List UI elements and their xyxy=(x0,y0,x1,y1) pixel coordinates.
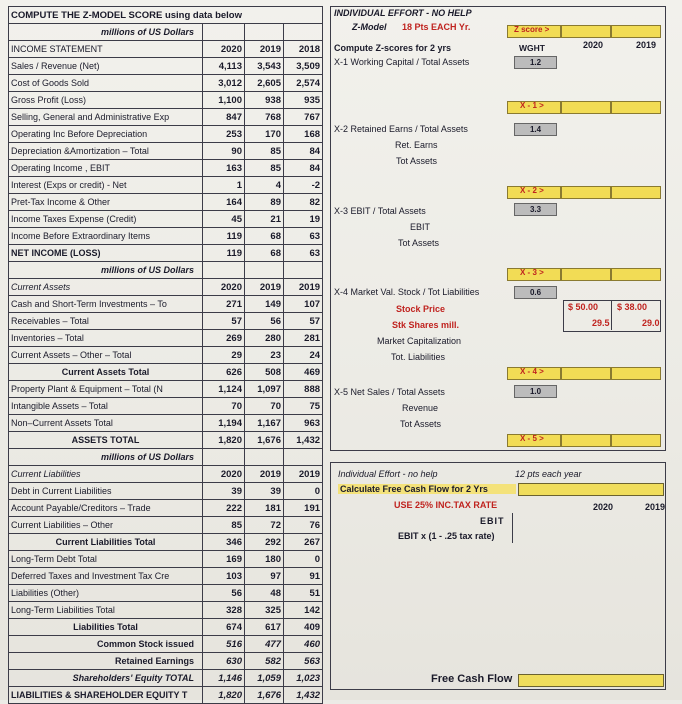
income-row-3 xyxy=(9,109,323,126)
income-label-3: Selling, General and Administrative Exp xyxy=(9,109,203,126)
income-value-2-2: 935 xyxy=(284,92,323,109)
liabilities-value-10-2: 563 xyxy=(284,653,323,670)
income-row-11 xyxy=(9,245,323,262)
x1-2020-cell[interactable] xyxy=(561,101,611,114)
income-value-6-1: 85 xyxy=(245,160,284,177)
financial-data-table xyxy=(8,6,323,704)
income-label-0: Sales / Revenue (Net) xyxy=(9,58,203,75)
liabilities-value-7-2: 142 xyxy=(284,602,323,619)
assets-value-4-2: 469 xyxy=(284,364,323,381)
assets-units-blank-1 xyxy=(203,262,245,279)
liabilities-year-0: 2020 xyxy=(203,466,245,483)
income-value-4-0: 253 xyxy=(203,126,245,143)
liabilities-label-10: Retained Earnings xyxy=(9,653,203,670)
liabilities-row-5 xyxy=(9,568,323,585)
income-value-11-2: 63 xyxy=(284,245,323,262)
x4-market-cap-label: Market Capitalization xyxy=(377,336,462,346)
year-2019-label: 2019 xyxy=(636,40,657,50)
assets-header-label: Current Assets xyxy=(9,279,203,296)
compute-instruction: Compute Z-scores for 2 yrs xyxy=(334,43,452,53)
assets-row-7 xyxy=(9,415,323,432)
liabilities-value-1-0: 222 xyxy=(203,500,245,517)
liabilities-year-1: 2019 xyxy=(245,466,284,483)
income-value-8-2: 82 xyxy=(284,194,323,211)
x4-2019-cell[interactable] xyxy=(611,367,661,380)
income-label-10: Income Before Extraordinary Items xyxy=(9,228,203,245)
table-title: COMPUTE THE Z-MODEL SCORE using data below xyxy=(9,7,323,24)
assets-value-1-2: 57 xyxy=(284,313,323,330)
income-value-7-1: 4 xyxy=(245,177,284,194)
liabilities-value-7-1: 325 xyxy=(245,602,284,619)
assets-row-5 xyxy=(9,381,323,398)
assets-value-2-2: 281 xyxy=(284,330,323,347)
liabilities-units-blank-3 xyxy=(284,449,323,466)
liabilities-value-12-1: 1,676 xyxy=(245,687,284,704)
income-units-blank-2 xyxy=(245,24,284,41)
stock-price-2020: $ 50.00 xyxy=(568,302,599,312)
x2-2020-cell[interactable] xyxy=(561,186,611,199)
income-year-1: 2019 xyxy=(245,41,284,58)
assets-value-6-2: 75 xyxy=(284,398,323,415)
zscore-2019-header xyxy=(611,25,661,38)
income-value-2-1: 938 xyxy=(245,92,284,109)
fcf-result-label: Free Cash Flow xyxy=(431,673,513,685)
assets-value-8-2: 1,432 xyxy=(284,432,323,449)
assets-units-row xyxy=(9,262,323,279)
assets-value-3-2: 24 xyxy=(284,347,323,364)
assets-value-2-0: 269 xyxy=(203,330,245,347)
assets-label-4: Current Assets Total xyxy=(9,364,203,381)
assets-year-1: 2019 xyxy=(245,279,284,296)
income-label-6: Operating Income , EBIT xyxy=(9,160,203,177)
assets-value-5-2: 888 xyxy=(284,381,323,398)
effort-title: INDIVIDUAL EFFORT - NO HELP xyxy=(334,8,472,18)
income-units-blank-1 xyxy=(203,24,245,41)
table-title-row xyxy=(9,7,323,24)
liabilities-value-6-2: 51 xyxy=(284,585,323,602)
x5-marker: X - 5 > xyxy=(520,434,544,443)
assets-label-5: Property Plant & Equipment – Total (N xyxy=(9,381,203,398)
liabilities-label-6: Liabilities (Other) xyxy=(9,585,203,602)
fcf-effort: Individual Effort - no help xyxy=(338,469,438,479)
assets-row-8 xyxy=(9,432,323,449)
stock-grid xyxy=(563,300,661,332)
liabilities-row-4 xyxy=(9,551,323,568)
liabilities-header-row xyxy=(9,466,323,483)
assets-value-7-0: 1,194 xyxy=(203,415,245,432)
income-row-7 xyxy=(9,177,323,194)
x5-2019-cell[interactable] xyxy=(611,434,661,447)
liabilities-value-11-1: 1,059 xyxy=(245,670,284,687)
assets-value-3-1: 23 xyxy=(245,347,284,364)
fcf-tax-rate: USE 25% INC.TAX RATE xyxy=(394,500,498,510)
income-value-1-1: 2,605 xyxy=(245,75,284,92)
assets-value-0-0: 271 xyxy=(203,296,245,313)
income-value-9-2: 19 xyxy=(284,211,323,228)
x5-description: X-5 Net Sales / Total Assets xyxy=(334,387,445,397)
income-row-5 xyxy=(9,143,323,160)
x5-denominator: Tot Assets xyxy=(400,419,442,429)
income-value-8-1: 89 xyxy=(245,194,284,211)
stock-price-2019: $ 38.00 xyxy=(617,302,648,312)
liabilities-label-5: Deferred Taxes and Investment Tax Cre xyxy=(9,568,203,585)
fcf-points: 12 pts each year xyxy=(515,469,582,479)
fcf-formula: EBIT x (1 - .25 tax rate) xyxy=(398,531,495,541)
x3-description: X-3 EBIT / Total Assets xyxy=(334,206,426,216)
liabilities-value-6-1: 48 xyxy=(245,585,284,602)
income-value-1-2: 2,574 xyxy=(284,75,323,92)
liabilities-value-0-2: 0 xyxy=(284,483,323,500)
liabilities-value-7-0: 328 xyxy=(203,602,245,619)
assets-row-1 xyxy=(9,313,323,330)
income-value-0-2: 3,509 xyxy=(284,58,323,75)
assets-value-3-0: 29 xyxy=(203,347,245,364)
liabilities-value-9-2: 460 xyxy=(284,636,323,653)
liabilities-value-8-2: 409 xyxy=(284,619,323,636)
income-row-0 xyxy=(9,58,323,75)
liabilities-value-3-2: 267 xyxy=(284,534,323,551)
liabilities-label-11: Shareholders' Equity TOTAL xyxy=(9,670,203,687)
income-value-11-0: 119 xyxy=(203,245,245,262)
income-value-7-0: 1 xyxy=(203,177,245,194)
assets-value-0-1: 149 xyxy=(245,296,284,313)
assets-header-row xyxy=(9,279,323,296)
x4-weight: 0.6 xyxy=(514,286,557,299)
income-value-6-2: 84 xyxy=(284,160,323,177)
assets-row-3 xyxy=(9,347,323,364)
x4-tot-liabilities-label: Tot. Liabilities xyxy=(391,352,446,362)
liabilities-header-label: Current Liabilities xyxy=(9,466,203,483)
x4-marker: X - 4 > xyxy=(520,367,544,376)
liabilities-row-11 xyxy=(9,670,323,687)
assets-value-7-1: 1,167 xyxy=(245,415,284,432)
liabilities-value-5-1: 97 xyxy=(245,568,284,585)
fcf-year-2020: 2020 xyxy=(593,502,614,512)
fcf-formula-box xyxy=(512,513,663,543)
liabilities-label-1: Account Payable/Creditors – Trade xyxy=(9,500,203,517)
liabilities-row-9 xyxy=(9,636,323,653)
fcf-ebit: EBIT xyxy=(480,516,505,526)
x1-2019-cell[interactable] xyxy=(611,101,661,114)
liabilities-row-10 xyxy=(9,653,323,670)
income-value-10-0: 119 xyxy=(203,228,245,245)
assets-value-2-1: 280 xyxy=(245,330,284,347)
liabilities-value-2-2: 76 xyxy=(284,517,323,534)
income-value-3-0: 847 xyxy=(203,109,245,126)
liabilities-row-6 xyxy=(9,585,323,602)
x4-stock-price-label: Stock Price xyxy=(396,304,446,314)
income-units-blank-3 xyxy=(284,24,323,41)
income-value-6-0: 163 xyxy=(203,160,245,177)
assets-units-blank-2 xyxy=(245,262,284,279)
assets-row-0 xyxy=(9,296,323,313)
x2-marker: X - 2 > xyxy=(520,186,544,195)
income-value-4-2: 168 xyxy=(284,126,323,143)
liabilities-value-5-2: 91 xyxy=(284,568,323,585)
assets-label-3: Current Assets – Other – Total xyxy=(9,347,203,364)
assets-value-4-1: 508 xyxy=(245,364,284,381)
assets-label-7: Non–Current Assets Total xyxy=(9,415,203,432)
liabilities-value-11-0: 1,146 xyxy=(203,670,245,687)
liabilities-units-blank-2 xyxy=(245,449,284,466)
x4-shares-label: Stk Shares mill. xyxy=(392,320,460,330)
income-label-11: NET INCOME (LOSS) xyxy=(9,245,203,262)
x2-2019-cell[interactable] xyxy=(611,186,661,199)
liabilities-label-8: Liabilities Total xyxy=(9,619,203,636)
income-units-label: millions of US Dollars xyxy=(9,24,203,41)
income-row-8 xyxy=(9,194,323,211)
income-value-10-1: 68 xyxy=(245,228,284,245)
liabilities-row-8 xyxy=(9,619,323,636)
liabilities-value-4-0: 169 xyxy=(203,551,245,568)
x2-description: X-2 Retained Earns / Total Assets xyxy=(334,124,468,134)
income-label-8: Pret-Tax Income & Other xyxy=(9,194,203,211)
liabilities-value-2-1: 72 xyxy=(245,517,284,534)
wght-label: WGHT xyxy=(519,43,545,53)
fcf-year-2019: 2019 xyxy=(645,502,666,512)
x5-numerator: Revenue xyxy=(402,403,439,413)
x1-marker: X - 1 > xyxy=(520,101,544,110)
fcf-result-bar[interactable] xyxy=(518,674,664,687)
x4-2020-cell[interactable] xyxy=(561,367,611,380)
shares-2019: 29.0 xyxy=(642,318,660,328)
income-value-5-1: 85 xyxy=(245,143,284,160)
liabilities-value-8-1: 617 xyxy=(245,619,284,636)
points-label: 18 Pts EACH Yr. xyxy=(402,22,471,32)
assets-row-2 xyxy=(9,330,323,347)
shares-2020: 29.5 xyxy=(592,318,610,328)
income-label-4: Operating Inc Before Depreciation xyxy=(9,126,203,143)
assets-label-8: ASSETS TOTAL xyxy=(9,432,203,449)
liabilities-value-8-0: 674 xyxy=(203,619,245,636)
income-row-2 xyxy=(9,92,323,109)
fcf-section xyxy=(330,462,666,690)
zscore-label: Z score > xyxy=(514,25,550,34)
liabilities-value-3-0: 346 xyxy=(203,534,245,551)
income-row-9 xyxy=(9,211,323,228)
assets-value-5-1: 1,097 xyxy=(245,381,284,398)
stock-grid-divider xyxy=(611,300,612,330)
liabilities-row-1 xyxy=(9,500,323,517)
liabilities-label-9: Common Stock issued xyxy=(9,636,203,653)
x3-denominator: Tot Assets xyxy=(398,238,440,248)
income-label-7: Interest (Exps or credit) - Net xyxy=(9,177,203,194)
liabilities-units-label: millions of US Dollars xyxy=(9,449,203,466)
assets-label-2: Inventories – Total xyxy=(9,330,203,347)
assets-value-4-0: 626 xyxy=(203,364,245,381)
assets-label-6: Intangible Assets – Total xyxy=(9,398,203,415)
liabilities-value-6-0: 56 xyxy=(203,585,245,602)
income-label-9: Income Taxes Expense (Credit) xyxy=(9,211,203,228)
income-value-11-1: 68 xyxy=(245,245,284,262)
x3-weight: 3.3 xyxy=(514,203,557,216)
income-value-5-2: 84 xyxy=(284,143,323,160)
x2-weight: 1.4 xyxy=(514,123,557,136)
x5-2020-cell[interactable] xyxy=(561,434,611,447)
income-value-0-0: 4,113 xyxy=(203,58,245,75)
fcf-year-bar xyxy=(518,483,664,496)
liabilities-value-3-1: 292 xyxy=(245,534,284,551)
zscore-2020-header xyxy=(561,25,611,38)
liabilities-units-blank-1 xyxy=(203,449,245,466)
x2-numerator: Ret. Earns xyxy=(395,140,438,150)
income-value-9-0: 45 xyxy=(203,211,245,228)
income-header-label: INCOME STATEMENT xyxy=(9,41,203,58)
income-row-10 xyxy=(9,228,323,245)
assets-units-label: millions of US Dollars xyxy=(9,262,203,279)
assets-year-0: 2020 xyxy=(203,279,245,296)
x3-marker: X - 3 > xyxy=(520,268,544,277)
liabilities-row-0 xyxy=(9,483,323,500)
x3-2019-cell[interactable] xyxy=(611,268,661,281)
z-model-label: Z-Model xyxy=(352,22,387,32)
assets-value-6-0: 70 xyxy=(203,398,245,415)
income-row-1 xyxy=(9,75,323,92)
liabilities-value-10-0: 630 xyxy=(203,653,245,670)
income-value-7-2: -2 xyxy=(284,177,323,194)
liabilities-year-2: 2019 xyxy=(284,466,323,483)
x1-weight: 1.2 xyxy=(514,56,557,69)
income-value-3-1: 768 xyxy=(245,109,284,126)
assets-label-0: Cash and Short-Term Investments – To xyxy=(9,296,203,313)
liabilities-row-12 xyxy=(9,687,323,704)
income-label-1: Cost of Goods Sold xyxy=(9,75,203,92)
income-label-2: Gross Profit (Loss) xyxy=(9,92,203,109)
liabilities-label-2: Current Liabilities – Other xyxy=(9,517,203,534)
assets-value-0-2: 107 xyxy=(284,296,323,313)
liabilities-row-7 xyxy=(9,602,323,619)
x5-weight: 1.0 xyxy=(514,385,557,398)
assets-year-2: 2019 xyxy=(284,279,323,296)
liabilities-value-9-1: 477 xyxy=(245,636,284,653)
liabilities-label-0: Debt in Current Liabilities xyxy=(9,483,203,500)
income-year-2: 2018 xyxy=(284,41,323,58)
assets-label-1: Receivables – Total xyxy=(9,313,203,330)
income-value-0-1: 3,543 xyxy=(245,58,284,75)
liabilities-value-11-2: 1,023 xyxy=(284,670,323,687)
income-row-6 xyxy=(9,160,323,177)
x2-denominator: Tot Assets xyxy=(396,156,438,166)
liabilities-value-12-0: 1,820 xyxy=(203,687,245,704)
liabilities-value-12-2: 1,432 xyxy=(284,687,323,704)
liabilities-value-0-1: 39 xyxy=(245,483,284,500)
fcf-calc-instruction: Calculate Free Cash Flow for 2 Yrs xyxy=(338,484,516,494)
liabilities-label-3: Current Liabilities Total xyxy=(9,534,203,551)
income-value-9-1: 21 xyxy=(245,211,284,228)
assets-value-8-0: 1,820 xyxy=(203,432,245,449)
liabilities-row-3 xyxy=(9,534,323,551)
assets-value-5-0: 1,124 xyxy=(203,381,245,398)
liabilities-label-12: LIABILITIES & SHAREHOLDER EQUITY T xyxy=(9,687,203,704)
liabilities-value-9-0: 516 xyxy=(203,636,245,653)
x4-description: X-4 Market Val. Stock / Tot Liabilities xyxy=(334,287,480,297)
assets-value-8-1: 1,676 xyxy=(245,432,284,449)
assets-row-4 xyxy=(9,364,323,381)
income-label-5: Depreciation &Amortization – Total xyxy=(9,143,203,160)
liabilities-value-4-1: 180 xyxy=(245,551,284,568)
income-year-0: 2020 xyxy=(203,41,245,58)
x1-description: X-1 Working Capital / Total Assets xyxy=(334,57,470,67)
income-units-row xyxy=(9,24,323,41)
income-row-4 xyxy=(9,126,323,143)
income-value-5-0: 90 xyxy=(203,143,245,160)
income-value-10-2: 63 xyxy=(284,228,323,245)
x3-2020-cell[interactable] xyxy=(561,268,611,281)
assets-value-1-0: 57 xyxy=(203,313,245,330)
liabilities-value-10-1: 582 xyxy=(245,653,284,670)
liabilities-value-5-0: 103 xyxy=(203,568,245,585)
liabilities-value-1-2: 191 xyxy=(284,500,323,517)
liabilities-label-4: Long-Term Debt Total xyxy=(9,551,203,568)
liabilities-row-2 xyxy=(9,517,323,534)
liabilities-value-2-0: 85 xyxy=(203,517,245,534)
assets-value-6-1: 70 xyxy=(245,398,284,415)
assets-row-6 xyxy=(9,398,323,415)
z-model-section xyxy=(330,6,666,451)
income-value-2-0: 1,100 xyxy=(203,92,245,109)
liabilities-value-0-0: 39 xyxy=(203,483,245,500)
income-value-3-2: 767 xyxy=(284,109,323,126)
liabilities-units-row xyxy=(9,449,323,466)
x3-numerator: EBIT xyxy=(410,222,431,232)
liabilities-label-7: Long-Term Liabilities Total xyxy=(9,602,203,619)
liabilities-value-4-2: 0 xyxy=(284,551,323,568)
assets-value-1-1: 56 xyxy=(245,313,284,330)
assets-value-7-2: 963 xyxy=(284,415,323,432)
income-value-8-0: 164 xyxy=(203,194,245,211)
income-value-1-0: 3,012 xyxy=(203,75,245,92)
income-header-row xyxy=(9,41,323,58)
liabilities-value-1-1: 181 xyxy=(245,500,284,517)
assets-units-blank-3 xyxy=(284,262,323,279)
year-2020-label: 2020 xyxy=(583,40,604,50)
income-value-4-1: 170 xyxy=(245,126,284,143)
